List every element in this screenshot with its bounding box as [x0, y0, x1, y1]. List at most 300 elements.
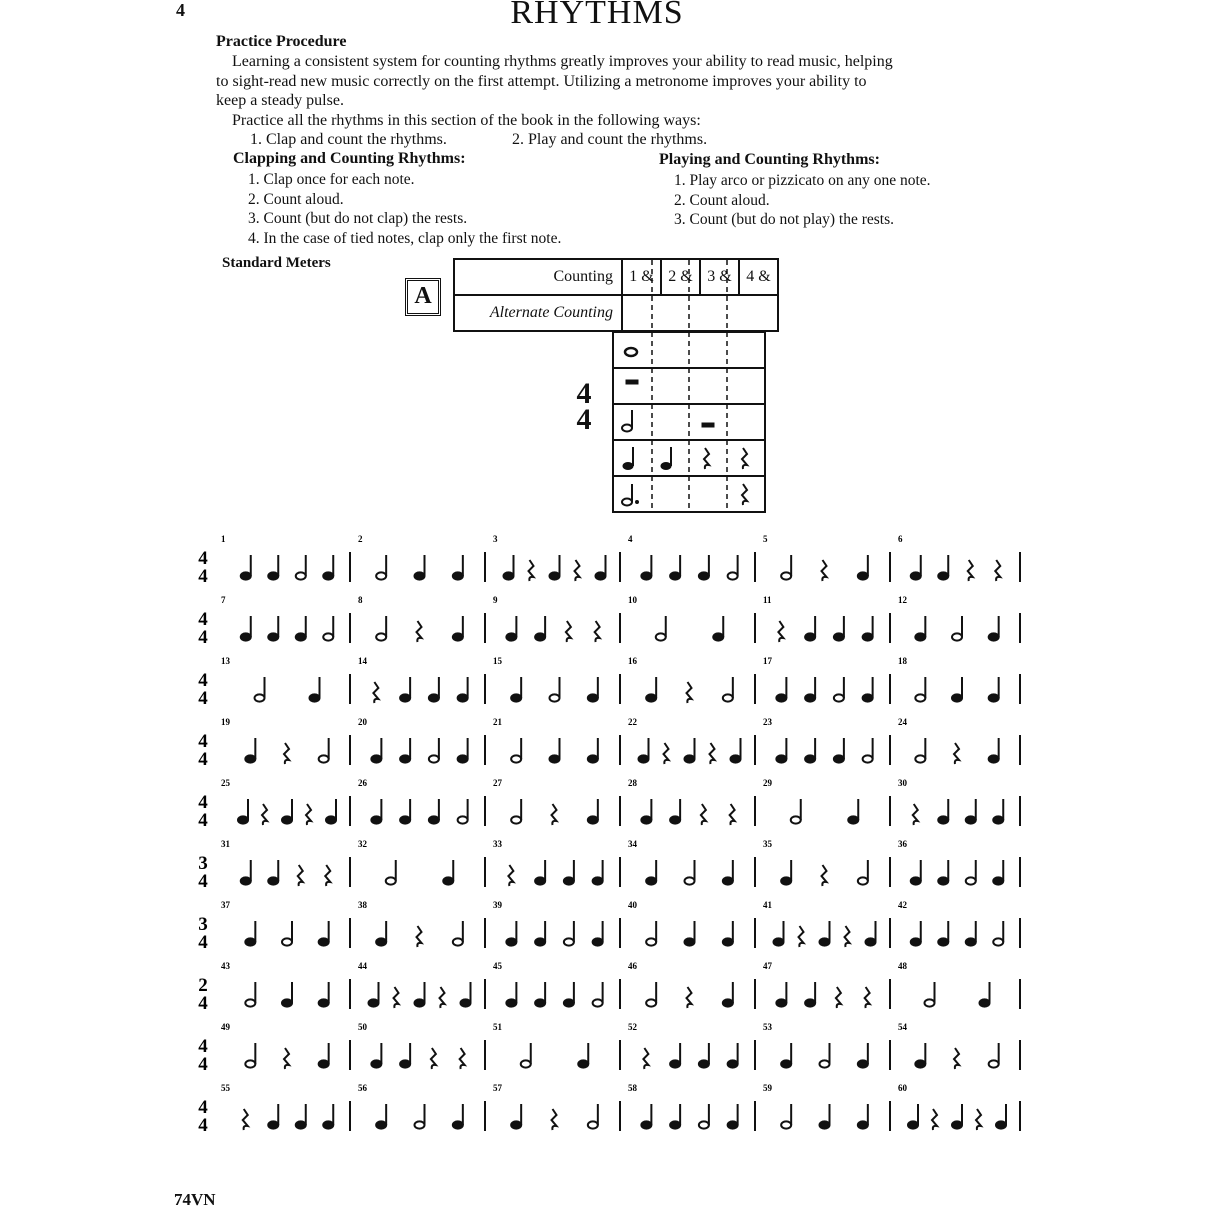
quarter-note — [685, 938, 695, 945]
row-time-signature-bottom: 4 — [198, 1115, 208, 1136]
quarter-note — [776, 694, 786, 701]
standard-meters-heading: Standard Meters — [222, 255, 331, 271]
row-time-signature-top: 4 — [198, 609, 208, 630]
quarter-rest — [417, 926, 422, 947]
quarter-note — [699, 1060, 709, 1067]
measure-number: 7 — [221, 595, 226, 605]
quarter-note — [774, 938, 784, 945]
half-note — [386, 877, 396, 884]
quarter-note — [443, 877, 453, 884]
playing-heading: Playing and Counting Rhythms: — [659, 151, 880, 168]
quarter-note — [646, 877, 656, 884]
row-time-signature-bottom: 4 — [198, 1054, 208, 1075]
measure-number: 55 — [221, 1083, 230, 1093]
measure-number: 58 — [628, 1083, 637, 1093]
quarter-note — [723, 938, 733, 945]
measure-number: 3 — [493, 534, 498, 544]
quarter-rest — [664, 743, 669, 764]
beat-cell: 4 & — [739, 259, 778, 295]
quarter-note — [564, 877, 574, 884]
quarter-note — [863, 694, 873, 701]
quarter-note — [731, 755, 741, 762]
half-note — [282, 938, 292, 945]
quarter-note — [641, 816, 651, 823]
half-note — [858, 877, 868, 884]
measure-number: 5 — [763, 534, 768, 544]
measure-number: 50 — [358, 1022, 367, 1032]
half-note — [245, 999, 255, 1006]
beat-cell: 2 & — [661, 259, 700, 295]
quarter-note — [282, 999, 292, 1006]
quarter-note — [805, 694, 815, 701]
quarter-note — [241, 877, 251, 884]
quarter-rest — [995, 560, 1000, 581]
measure-number: 41 — [763, 900, 772, 910]
row-time-signature-top: 3 — [198, 853, 208, 874]
measure-number: 25 — [221, 778, 230, 788]
quarter-rest — [845, 926, 850, 947]
quarter-note — [993, 877, 1003, 884]
half-note — [255, 694, 265, 701]
quarter-rest — [687, 682, 692, 703]
quarter-note — [938, 816, 948, 823]
half-note — [550, 694, 560, 701]
quarter-note — [535, 999, 545, 1006]
exercise-row — [198, 595, 1020, 648]
measure-number: 57 — [493, 1083, 502, 1093]
quarter-note — [296, 633, 306, 640]
half-note — [296, 572, 306, 579]
exercise-row — [198, 900, 1020, 953]
measure-number: 4 — [628, 534, 633, 544]
exercise-row — [198, 839, 1020, 892]
half-note — [952, 633, 962, 640]
quarter-rest — [932, 1109, 937, 1130]
measure-number: 30 — [898, 778, 907, 788]
quarter-note — [805, 999, 815, 1006]
half-note — [791, 816, 801, 823]
quarter-note — [511, 1121, 521, 1128]
half-note — [656, 633, 666, 640]
quarter-note — [506, 633, 516, 640]
quarter-note — [911, 572, 921, 579]
quarter-note — [369, 999, 379, 1006]
row-time-signature-top: 4 — [198, 1097, 208, 1118]
quarter-note — [938, 877, 948, 884]
measure-number: 24 — [898, 717, 907, 727]
quarter-note — [282, 816, 292, 823]
measure-number: 36 — [898, 839, 907, 849]
quarter-note — [400, 1060, 410, 1067]
measure-number: 60 — [898, 1083, 907, 1093]
quarter-note — [641, 1121, 651, 1128]
half-note — [646, 938, 656, 945]
half-note — [966, 877, 976, 884]
row-time-signature-top: 3 — [198, 914, 208, 935]
quarter-rest — [643, 1048, 648, 1069]
quarter-note — [639, 755, 649, 762]
quarter-note — [535, 633, 545, 640]
quarter-note — [323, 1121, 333, 1128]
measure-number: 32 — [358, 839, 367, 849]
half-note — [429, 755, 439, 762]
quarter-note — [415, 999, 425, 1006]
row-time-signature-bottom: 4 — [198, 688, 208, 709]
practice-heading: Practice Procedure — [216, 33, 347, 50]
row-time-signature-top: 2 — [198, 975, 208, 996]
quarter-rest — [968, 560, 973, 581]
quarter-rest — [913, 804, 918, 825]
measure-number: 35 — [763, 839, 772, 849]
half-note — [415, 1121, 425, 1128]
quarter-note — [458, 755, 468, 762]
quarter-note — [588, 755, 598, 762]
measure-number: 14 — [358, 656, 367, 666]
playing-item: 1. Play arco or pizzicato on any one note. — [674, 172, 931, 189]
quarter-rest — [306, 804, 311, 825]
quarter-rest — [440, 987, 445, 1008]
measure-number: 21 — [493, 717, 502, 727]
practice-para-line-2: to sight-read new music correctly on the first attempt. Utilizing a metronome improves your ability to — [216, 73, 867, 90]
quarter-note — [834, 755, 844, 762]
meter-grid-notes — [622, 348, 747, 506]
quarter-note — [728, 1121, 738, 1128]
quarter-note — [911, 877, 921, 884]
quarter-note — [699, 572, 709, 579]
measure-number: 40 — [628, 900, 637, 910]
half-note — [453, 938, 463, 945]
half-note — [820, 1060, 830, 1067]
half-note — [925, 999, 935, 1006]
quarter-note — [511, 694, 521, 701]
quarter-note — [866, 938, 876, 945]
measure-number: 46 — [628, 961, 637, 971]
measure-number: 15 — [493, 656, 502, 666]
row-time-signature-top: 4 — [198, 1036, 208, 1057]
quarter-note — [993, 816, 1003, 823]
measure-number: 2 — [358, 534, 363, 544]
half-note — [245, 1060, 255, 1067]
quarter-note — [805, 633, 815, 640]
measure-number: 23 — [763, 717, 772, 727]
clapping-item: 3. Count (but do not clap) the rests. — [248, 210, 468, 227]
page-number: 4 — [176, 0, 185, 20]
quarter-note — [245, 755, 255, 762]
quarter-rest — [529, 560, 534, 581]
half-note — [993, 938, 1003, 945]
quarter-note — [429, 816, 439, 823]
half-note — [593, 999, 603, 1006]
playing-item: 2. Count aloud. — [674, 191, 770, 209]
quarter-note — [268, 633, 278, 640]
quarter-note — [319, 938, 329, 945]
quarter-rest — [325, 865, 330, 886]
quarter-note — [453, 1121, 463, 1128]
row-time-signature-bottom: 4 — [198, 871, 208, 892]
row-time-signature-top: 4 — [198, 670, 208, 691]
quarter-note — [952, 1121, 962, 1128]
measure-number: 48 — [898, 961, 907, 971]
quarter-note — [915, 1060, 925, 1067]
measure-number: 28 — [628, 778, 637, 788]
quarter-note — [989, 694, 999, 701]
quarter-note — [326, 816, 336, 823]
quarter-note — [596, 572, 606, 579]
measure-number: 43 — [221, 961, 230, 971]
quarter-note — [400, 694, 410, 701]
time-signature-bottom: 4 — [576, 403, 592, 436]
quarter-rest — [595, 621, 600, 642]
row-time-signature-top: 4 — [198, 548, 208, 569]
quarter-note — [723, 877, 733, 884]
quarter-rest — [262, 804, 267, 825]
quarter-rest — [730, 804, 735, 825]
measure-number: 42 — [898, 900, 907, 910]
quarter-rest — [508, 865, 513, 886]
quarter-note — [989, 755, 999, 762]
quarter-note — [713, 633, 723, 640]
playing-item: 3. Count (but do not play) the rests. — [674, 211, 894, 228]
half-note — [564, 938, 574, 945]
quarter-note — [685, 755, 695, 762]
quarter-note — [670, 1121, 680, 1128]
half-note — [728, 572, 738, 579]
quarter-note — [908, 1121, 918, 1128]
half-note — [685, 877, 695, 884]
exercise-row — [198, 1022, 1020, 1075]
quarter-note — [310, 694, 320, 701]
half-note — [511, 755, 521, 762]
measure-number: 52 — [628, 1022, 637, 1032]
measure-number: 53 — [763, 1022, 772, 1032]
exercise-row — [198, 534, 1020, 587]
quarter-note — [506, 938, 516, 945]
measure-number: 6 — [898, 534, 903, 544]
measure-number: 16 — [628, 656, 637, 666]
quarter-rest — [575, 560, 580, 581]
quarter-note — [535, 877, 545, 884]
quarter-note — [241, 633, 251, 640]
half-note — [915, 755, 925, 762]
measure-number: 17 — [763, 656, 772, 666]
quarter-note — [820, 1121, 830, 1128]
quarter-rest — [373, 682, 378, 703]
clapping-item: 4. In the case of tied notes, clap only the first note. — [248, 229, 562, 247]
quarter-note — [952, 694, 962, 701]
quarter-note — [296, 1121, 306, 1128]
rhythm-exercises — [198, 534, 1020, 1136]
half-note — [915, 694, 925, 701]
row-time-signature-bottom: 4 — [198, 749, 208, 770]
quarter-note — [238, 816, 248, 823]
quarter-note — [911, 938, 921, 945]
quarter-note — [989, 633, 999, 640]
row-time-signature-bottom: 4 — [198, 566, 208, 587]
quarter-note — [938, 572, 948, 579]
measure-number: 27 — [493, 778, 502, 788]
practice-para-2: Practice all the rhythms in this section of the book in the following ways: — [232, 112, 701, 129]
quarter-note — [319, 999, 329, 1006]
quarter-note — [776, 999, 786, 1006]
measure-number: 12 — [898, 595, 907, 605]
measure-number: 22 — [628, 717, 637, 727]
quarter-note — [588, 816, 598, 823]
row-time-signature-bottom: 4 — [198, 810, 208, 831]
quarter-note — [776, 755, 786, 762]
quarter-note — [453, 633, 463, 640]
half-note — [588, 1121, 598, 1128]
quarter-rest — [460, 1048, 465, 1069]
clapping-item: 1. Clap once for each note. — [248, 171, 415, 188]
quarter-rest — [778, 621, 783, 642]
quarter-rest — [822, 560, 827, 581]
quarter-note — [966, 816, 976, 823]
quarter-note — [241, 572, 251, 579]
quarter-rest — [243, 1109, 248, 1130]
measure-number: 59 — [763, 1083, 772, 1093]
measure-number: 51 — [493, 1022, 502, 1032]
quarter-note — [461, 999, 471, 1006]
quarter-note — [504, 572, 514, 579]
measure-number: 19 — [221, 717, 230, 727]
measure-number: 8 — [358, 595, 363, 605]
quarter-note — [245, 938, 255, 945]
quarter-note — [371, 755, 381, 762]
quarter-note — [805, 755, 815, 762]
quarter-rest — [701, 804, 706, 825]
quarter-rest — [976, 1109, 981, 1130]
measure-number: 47 — [763, 961, 772, 971]
practice-way-2: 2. Play and count the rhythms. — [512, 131, 708, 148]
half-note — [376, 572, 386, 579]
quarter-note — [376, 1121, 386, 1128]
quarter-note — [588, 694, 598, 701]
practice-way-1: 1. Clap and count the rhythms. — [250, 131, 447, 148]
quarter-note — [781, 877, 791, 884]
half-note — [521, 1060, 531, 1067]
measure-number: 26 — [358, 778, 367, 788]
quarter-rest — [799, 926, 804, 947]
quarter-note — [670, 816, 680, 823]
quarter-note — [593, 877, 603, 884]
quarter-note — [723, 999, 733, 1006]
beat-cell: 3 & — [700, 259, 739, 295]
time-signature-top: 4 — [576, 377, 592, 410]
quarter-note — [400, 755, 410, 762]
clapping-heading: Clapping and Counting Rhythms: — [233, 150, 466, 167]
quarter-note — [863, 633, 873, 640]
measure-number: 37 — [221, 900, 230, 910]
exercise-row — [198, 778, 1020, 831]
quarter-note — [506, 999, 516, 1006]
half-note — [723, 694, 733, 701]
quarter-note — [781, 1060, 791, 1067]
half-note — [376, 633, 386, 640]
section-box-a: A — [405, 278, 441, 316]
quarter-rest — [865, 987, 870, 1008]
quarter-rest — [710, 743, 715, 764]
quarter-note — [834, 633, 844, 640]
quarter-rest — [284, 1048, 289, 1069]
quarter-note — [858, 1121, 868, 1128]
measure-number: 1 — [221, 534, 226, 544]
exercise-row — [198, 656, 1020, 709]
quarter-rest — [298, 865, 303, 886]
half-note — [781, 1121, 791, 1128]
quarter-note — [550, 572, 560, 579]
quarter-note — [319, 1060, 329, 1067]
exercise-row — [198, 1083, 1020, 1136]
measure-number: 45 — [493, 961, 502, 971]
quarter-note — [550, 755, 560, 762]
measure-number: 39 — [493, 900, 502, 910]
measure-number: 18 — [898, 656, 907, 666]
exercise-row — [198, 717, 1020, 770]
quarter-note — [848, 816, 858, 823]
quarter-note — [641, 572, 651, 579]
quarter-note — [453, 572, 463, 579]
clapping-item: 2. Count aloud. — [248, 190, 344, 208]
quarter-note — [535, 938, 545, 945]
measure-number: 44 — [358, 961, 367, 971]
quarter-note — [371, 816, 381, 823]
measure-number: 13 — [221, 656, 230, 666]
quarter-rest — [954, 1048, 959, 1069]
quarter-note — [415, 572, 425, 579]
quarter-rest — [431, 1048, 436, 1069]
quarter-rest — [954, 743, 959, 764]
quarter-note — [915, 633, 925, 640]
quarter-note — [938, 938, 948, 945]
beat-cell: 1 & — [622, 259, 661, 295]
quarter-note — [858, 572, 868, 579]
half-note — [319, 755, 329, 762]
quarter-note — [646, 694, 656, 701]
quarter-note — [980, 999, 990, 1006]
measure-number: 38 — [358, 900, 367, 910]
measure-number: 34 — [628, 839, 637, 849]
quarter-rest — [552, 804, 557, 825]
quarter-note — [400, 816, 410, 823]
half-note — [699, 1121, 709, 1128]
half-note — [458, 816, 468, 823]
quarter-rest — [566, 621, 571, 642]
quarter-note — [323, 572, 333, 579]
quarter-note — [966, 938, 976, 945]
row-time-signature-top: 4 — [198, 792, 208, 813]
counting-label: Counting — [454, 259, 622, 295]
measure-number: 31 — [221, 839, 230, 849]
quarter-note — [371, 1060, 381, 1067]
quarter-rest — [687, 987, 692, 1008]
quarter-note — [268, 877, 278, 884]
quarter-note — [458, 694, 468, 701]
quarter-note — [268, 572, 278, 579]
quarter-note — [820, 938, 830, 945]
measure-number: 10 — [628, 595, 637, 605]
measure-number: 33 — [493, 839, 502, 849]
quarter-note — [429, 694, 439, 701]
quarter-note — [578, 1060, 588, 1067]
quarter-rest — [552, 1109, 557, 1130]
measure-number: 54 — [898, 1022, 907, 1032]
book-code: 74VN — [174, 1190, 216, 1209]
practice-para-line-1: Learning a consistent system for counting rhythms greatly improves your ability to read music, helping — [232, 53, 893, 70]
quarter-note — [670, 1060, 680, 1067]
half-note — [863, 755, 873, 762]
quarter-note — [858, 1060, 868, 1067]
exercise-row — [198, 961, 1020, 1014]
